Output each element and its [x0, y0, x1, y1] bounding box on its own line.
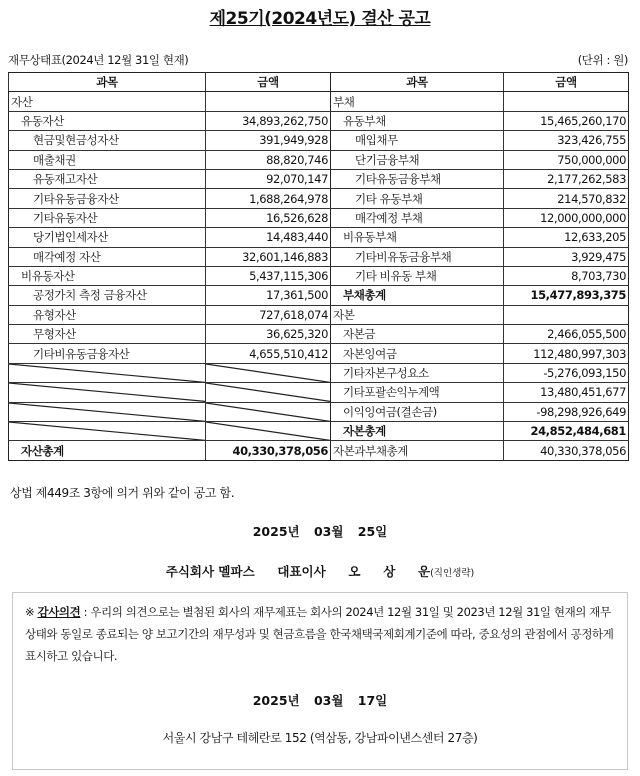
- right-account: 자본총계: [331, 422, 504, 441]
- left-amount: 1,688,264,978: [206, 189, 331, 208]
- empty-cell-left-amount: [206, 402, 331, 421]
- left-amount: 92,070,147: [206, 169, 331, 188]
- diagonal-strike-icon: [206, 403, 330, 421]
- left-amount: 40,330,378,056: [206, 441, 331, 460]
- right-amount: 13,480,451,677: [504, 383, 629, 402]
- table-row: [9, 402, 629, 421]
- left-amount: 34,893,262,750: [206, 111, 331, 130]
- left-amount: 17,361,500: [206, 286, 331, 305]
- header-account-right: 과목: [331, 73, 504, 92]
- left-amount: 14,483,440: [206, 228, 331, 247]
- ceo-role: 대표이사: [277, 564, 326, 579]
- seal-note: (직인생략): [430, 568, 475, 579]
- left-account: 비유동자산: [9, 266, 206, 285]
- right-amount: 15,465,260,170: [504, 111, 629, 130]
- right-amount: -5,276,093,150: [504, 363, 629, 382]
- empty-cell-left-amount: [206, 422, 331, 441]
- diagonal-strike-icon: [9, 403, 205, 421]
- right-account: 기타비유동금융부채: [331, 247, 504, 266]
- right-amount: 3,929,475: [504, 247, 629, 266]
- right-amount: -98,298,926,649: [504, 402, 629, 421]
- left-account: 유형자산: [9, 305, 206, 324]
- right-account: 부채총계: [331, 286, 504, 305]
- left-account: 유동자산: [9, 111, 206, 130]
- left-account: 당기법인세자산: [9, 228, 206, 247]
- diagonal-strike-icon: [206, 383, 330, 401]
- left-amount: 16,526,628: [206, 208, 331, 227]
- table-row: [9, 266, 629, 285]
- left-account: 기타유동금융자산: [9, 189, 206, 208]
- audit-opinion-box: [12, 592, 628, 770]
- right-amount: 750,000,000: [504, 150, 629, 169]
- right-account: 기타 비유동 부채: [331, 266, 504, 285]
- diagonal-strike-icon: [206, 364, 330, 382]
- left-amount: 32,601,146,883: [206, 247, 331, 266]
- table-row: [9, 286, 629, 305]
- table-row: [9, 441, 629, 460]
- header-amount-left: 금액: [206, 73, 331, 92]
- left-account: 공정가치 측정 금융자산: [9, 286, 206, 305]
- left-amount: 36,625,320: [206, 325, 331, 344]
- right-amount: [504, 92, 629, 111]
- right-amount: 214,570,832: [504, 189, 629, 208]
- table-row: [9, 383, 629, 402]
- left-amount: [206, 92, 331, 111]
- balance-sheet-table: [8, 72, 629, 461]
- table-row: [9, 111, 629, 130]
- empty-cell-left-amount: [206, 383, 331, 402]
- table-row: [9, 169, 629, 188]
- right-account: 자본잉여금: [331, 344, 504, 363]
- right-account: 이익잉여금(결손금): [331, 402, 504, 421]
- left-account: 무형자산: [9, 325, 206, 344]
- audit-date: 2025년 03월 17일: [252, 693, 388, 708]
- diagonal-strike-icon: [206, 422, 330, 440]
- right-account: 기타포괄손익누계액: [331, 383, 504, 402]
- right-account: 기타자본구성요소: [331, 363, 504, 382]
- left-account: 기타비유동금융자산: [9, 344, 206, 363]
- right-account: 기타 유동부채: [331, 189, 504, 208]
- table-row: [9, 150, 629, 169]
- left-amount: 727,618,074: [206, 305, 331, 324]
- left-amount: 391,949,928: [206, 131, 331, 150]
- left-account: 기타유동자산: [9, 208, 206, 227]
- diagonal-strike-icon: [9, 364, 205, 382]
- legal-notice: 상법 제449조 3항에 의거 위와 같이 공고 함.: [10, 486, 235, 500]
- left-amount: 4,655,510,412: [206, 344, 331, 363]
- header-account-left: 과목: [9, 73, 206, 92]
- announce-date: 2025년 03월 25일: [252, 524, 388, 539]
- right-amount: 12,000,000,000: [504, 208, 629, 227]
- right-account: 부채: [331, 92, 504, 111]
- right-amount: 12,633,205: [504, 228, 629, 247]
- auditor-address: 서울시 강남구 테헤란로 152 (역삼동, 강남파이낸스센터 27층): [162, 731, 478, 745]
- ceo-name-3: 운: [418, 564, 431, 579]
- empty-cell-left-amount: [206, 363, 331, 382]
- left-account: 유동재고자산: [9, 169, 206, 188]
- right-amount: 24,852,484,681: [504, 422, 629, 441]
- right-account: 자본금: [331, 325, 504, 344]
- left-account: 자산총계: [9, 441, 206, 460]
- right-account: 유동부채: [331, 111, 504, 130]
- right-account: 자본: [331, 305, 504, 324]
- right-account: 매각예정 부채: [331, 208, 504, 227]
- right-account: 기타유동금융부채: [331, 169, 504, 188]
- right-account: 단기금융부채: [331, 150, 504, 169]
- company-name: 주식회사 멜파스: [165, 564, 255, 579]
- table-row: [9, 247, 629, 266]
- diagonal-strike-icon: [9, 422, 205, 440]
- header-amount-right: 금액: [504, 73, 629, 92]
- right-amount: 8,703,730: [504, 266, 629, 285]
- right-amount: [504, 305, 629, 324]
- empty-cell-left-account: [9, 383, 206, 402]
- empty-cell-left-account: [9, 402, 206, 421]
- empty-cell-left-account: [9, 363, 206, 382]
- table-row: [9, 92, 629, 111]
- signature-line: [0, 562, 640, 580]
- table-row: [9, 228, 629, 247]
- table-row: [9, 131, 629, 150]
- right-amount: 2,466,055,500: [504, 325, 629, 344]
- table-row: [9, 208, 629, 227]
- table-row: [9, 422, 629, 441]
- left-account: 현금및현금성자산: [9, 131, 206, 150]
- right-account: 자본과부채총계: [331, 441, 504, 460]
- left-amount: 88,820,746: [206, 150, 331, 169]
- ceo-name-2: 상: [383, 564, 396, 579]
- audit-opinion-text: [25, 601, 621, 667]
- left-account: 자산: [9, 92, 206, 111]
- notice-title: 제25기(2024년도) 결산 공고: [209, 9, 431, 29]
- table-row: [9, 189, 629, 208]
- statement-name: 재무상태표(2024년 12월 31일 현재): [8, 53, 189, 67]
- diagonal-strike-icon: [9, 383, 205, 401]
- unit-label: (단위 : 원): [577, 53, 628, 67]
- table-row: [9, 305, 629, 324]
- ceo-name-1: 오: [348, 564, 361, 579]
- audit-opinion-label: 감사의견: [37, 605, 81, 619]
- empty-cell-left-account: [9, 422, 206, 441]
- left-amount: 5,437,115,306: [206, 266, 331, 285]
- table-header-row: [9, 73, 629, 92]
- right-amount: 15,477,893,375: [504, 286, 629, 305]
- left-account: 매각예정 자산: [9, 247, 206, 266]
- right-account: 매입채무: [331, 131, 504, 150]
- table-row: [9, 325, 629, 344]
- table-row: [9, 344, 629, 363]
- right-amount: 112,480,997,303: [504, 344, 629, 363]
- table-row: [9, 363, 629, 382]
- right-account: 비유동부채: [331, 228, 504, 247]
- statement-header: [8, 52, 628, 68]
- right-amount: 40,330,378,056: [504, 441, 629, 460]
- audit-opinion-body: : 우리의 의견으로는 별첨된 회사의 재무제표는 회사의 2024년 12월 31일 및 2023년 12월 31일 현재의 재무상태와 동일로 종료되는 양 보고기간의 재무성과 및 현금흐름을 한국채택국제회계기준에 따라, 중요성의 관점에서 공정하게 표시하고 있습니다.: [25, 605, 614, 663]
- reference-mark: ※: [25, 605, 35, 619]
- right-amount: 2,177,262,583: [504, 169, 629, 188]
- right-amount: 323,426,755: [504, 131, 629, 150]
- left-account: 매출채권: [9, 150, 206, 169]
